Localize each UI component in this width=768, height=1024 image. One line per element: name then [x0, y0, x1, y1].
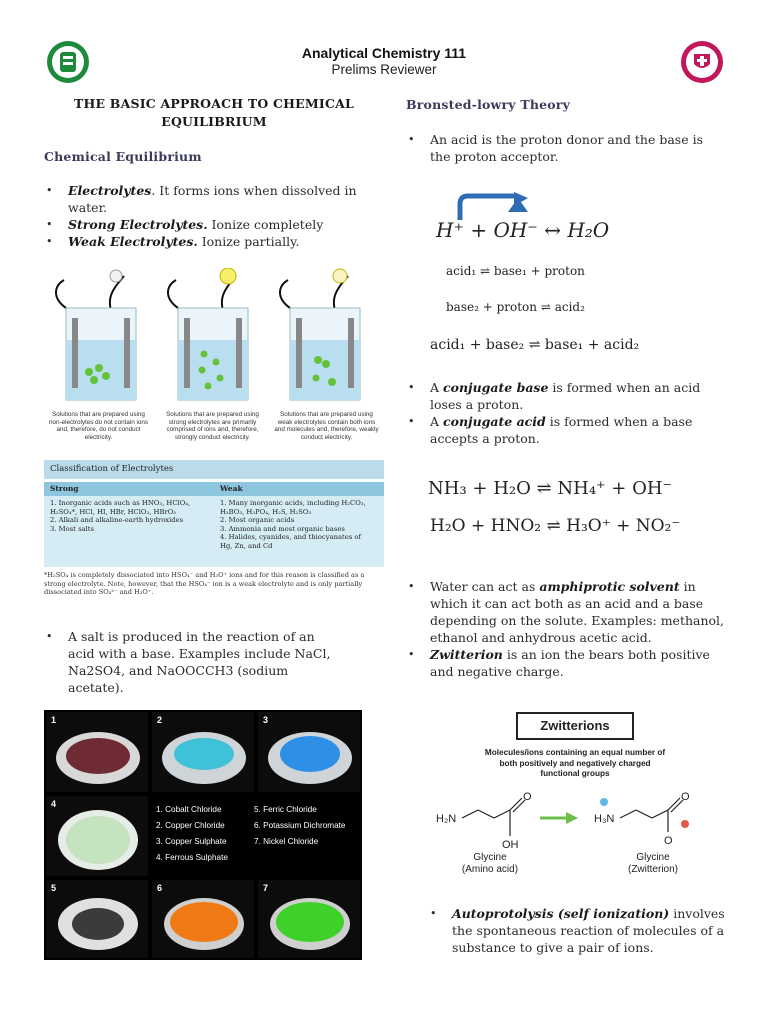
zwitterion-description: Molecules/ions containing an equal number of both positively and negatively charged functional groups — [484, 748, 666, 778]
electrolyte-beakers-figure — [44, 268, 384, 448]
salt-names-column-b — [254, 802, 345, 850]
table-title: Classification of Electrolytes — [44, 460, 384, 479]
svg-text:OH: OH — [502, 839, 519, 851]
bronsted-list — [406, 131, 726, 165]
table-cell: H₂SO₄*, HCl, HI, HBr, HClO₃, HBrO₃ — [50, 507, 177, 516]
list-item: • Water can act as amphiprotic solvent in which it can act both as an acid and a base depending on the solute. Examples: methanol, ethanol and anhydrous acetic acid. — [408, 579, 725, 645]
list-item: 2. Copper Chloride — [156, 821, 225, 830]
conjugate-list — [406, 379, 726, 447]
salts-photo-grid — [44, 710, 362, 960]
salt-tile-6: 6 — [152, 880, 254, 958]
table-cell: 3. Ammonia and most organic bases — [220, 524, 345, 533]
school-logo-left — [46, 40, 90, 84]
equation-line-3: acid₁ + base₂ ⇌ base₁ + acid₂ — [430, 337, 640, 353]
column-header-weak: Weak — [220, 484, 243, 493]
nitrous-acid-equation: H₂O + HNO₂ ⇌ H₃O⁺ + NO₂⁻ — [430, 516, 681, 536]
list-item: • An acid is the proton donor and the base is the proton acceptor. — [408, 132, 704, 164]
school-logo-right — [680, 40, 724, 84]
table-cell: 4. Halides, cyanides, and thiocyanates of — [220, 533, 362, 542]
table-cell: 3. Most salts — [50, 524, 95, 533]
list-item: • Zwitterion is an ion the bears both positive and negative charge. — [408, 647, 710, 679]
left-section-title: THE BASIC APPROACH TO CHEMICAL EQUILIBRIUM — [74, 96, 354, 129]
list-item: • A conjugate base is formed when an acid loses a proton. — [408, 380, 701, 412]
salt-tile-3: 3 — [258, 712, 360, 792]
chemical-equilibrium-heading: Chemical Equilibrium — [44, 149, 202, 164]
list-item: • A conjugate acid is formed when a base accepts a proton. — [408, 414, 693, 446]
list-item: 3. Copper Sulphate — [156, 837, 227, 846]
ammonia-equation: NH₃ + H₂O ⇌ NH₄⁺ + OH⁻ — [428, 478, 673, 499]
weak-column — [220, 499, 380, 551]
list-item: • A salt is produced in the reaction of an acid with a base. Examples include NaCl, Na2SO4, and NaOOCCH3 (sodium acetate). — [46, 629, 331, 695]
salt-names-column-a — [156, 802, 228, 866]
salt-tile-4: 4 — [46, 796, 148, 876]
table-cell: 1. Inorganic acids such as HNO₃, HClO₄, — [50, 499, 191, 507]
bronsted-lowry-heading: Bronsted-lowry Theory — [406, 97, 571, 112]
svg-text:O: O — [664, 835, 673, 847]
salt-tile-1: 1 — [46, 712, 148, 792]
svg-text:O: O — [681, 791, 690, 803]
zwitterion-figure — [430, 712, 720, 892]
list-item: • Autoprotolysis (self ionization) involves the spontaneous reaction of molecules of a substance to give a pair of ions. — [430, 906, 725, 955]
autoprotolysis-list — [428, 905, 728, 956]
list-item: 5. Ferric Chloride — [254, 805, 317, 814]
table-cell: 2. Most organic acids — [220, 516, 295, 525]
electrolyte-classification-table — [44, 460, 384, 600]
document-title: Analytical Chemistry 111 — [301, 45, 467, 61]
list-item: • Strong Electrolytes. Ionize completely — [46, 217, 324, 232]
table-cell: Hg, Zn, and Cd — [220, 541, 273, 550]
column-header-strong: Strong — [50, 484, 79, 493]
strong-column — [50, 499, 215, 533]
table-cell: 1. Many inorganic acids, including H₂CO₃, — [220, 499, 366, 507]
list-item: 7. Nickel Chloride — [254, 837, 319, 846]
glycine-amino-acid-caption: Glycine (Amino acid) — [461, 852, 519, 875]
beaker-caption-1: Solutions that are prepared using non-electrolytes do not contain ions and, therefore, do not conduct electricity. — [48, 411, 149, 441]
list-item: 6. Potassium Dichromate — [254, 821, 346, 830]
salt-tile-7: 7 — [258, 880, 360, 958]
beaker-weak-electrolyte — [280, 269, 360, 400]
beaker-caption-3: Solutions that are prepared using weak electrolytes contain both ions and molecules and, therefore, weakly conduct electricity. — [274, 411, 379, 441]
table-cell: H₃BO₃, H₃PO₄, H₂S, H₂SO₃ — [220, 507, 312, 516]
table-cell: 2. Alkali and alkaline-earth hydroxides — [50, 516, 184, 525]
beaker-caption-2: Solutions that are prepared using strong electrolytes are primarily comprised of ions and, therefore, strongly conduct electricity. — [166, 411, 259, 441]
svg-text:H₃N: H₃N — [594, 813, 615, 825]
main-equation: H⁺ + OH⁻ ↔ H₂O — [436, 218, 610, 242]
salt-tile-2: 2 — [152, 712, 254, 792]
list-item: • Weak Electrolytes. Ionize partially. — [46, 234, 300, 249]
salt-list — [44, 628, 344, 696]
equation-line-2: base₂ + proton ⇌ acid₂ — [446, 300, 585, 314]
zwitterion-title: Zwitterions — [516, 712, 634, 740]
glycine-zwitterion-caption: Glycine (Zwitterion) — [627, 852, 678, 875]
salt-tile-5: 5 — [46, 880, 148, 958]
document-subtitle: Prelims Reviewer — [331, 62, 437, 77]
list-item: • Electrolytes. It forms ions when dissolved in water. — [46, 183, 357, 215]
list-item: 4. Ferrous Sulphate — [156, 853, 228, 862]
list-item: 1. Cobalt Chloride — [156, 805, 222, 814]
table-header-row — [44, 482, 384, 496]
beaker-strong-electrolyte — [168, 268, 248, 400]
table-body — [44, 496, 384, 567]
svg-text:H₂N: H₂N — [436, 813, 457, 825]
svg-text:O: O — [523, 791, 532, 803]
water-list — [406, 578, 726, 680]
electrolytes-list — [44, 182, 374, 250]
beaker-non-electrolyte — [56, 270, 136, 400]
equation-line-1: acid₁ ⇌ base₁ + proton — [446, 264, 585, 278]
table-footnote: *H₂SO₄ is completely dissociated into HSO₄⁻ and H₃O⁺ ions and for this reason is classified as a strong electrolyte. Note, however, that the HSO₄⁻ ion is a weak electrolyte and is only partially dissociated into SO₄²⁻ and H₃O⁺. — [44, 571, 365, 596]
